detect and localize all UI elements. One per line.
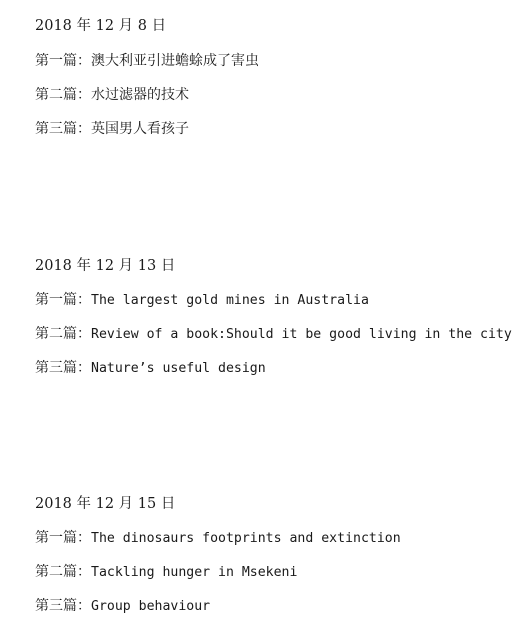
list-item [35,120,189,138]
item-title: The largest gold mines in Australia [91,293,369,308]
item-label: 第一篇： [35,292,91,308]
item-title: The dinosaurs footprints and extinction [91,531,401,546]
item-title: Group behaviour [91,599,211,614]
item-label: 第一篇： [35,530,91,546]
section-date: 2018 年 12 月 15 日 [35,496,176,512]
section-date: 2018 年 12 月 13 日 [35,258,176,274]
item-label: 第三篇： [35,121,91,137]
list-item [35,52,259,70]
item-label: 第三篇： [35,598,91,614]
item-label: 第一篇： [35,53,91,69]
section-date: 2018 年 12 月 8 日 [35,18,167,34]
item-label: 第二篇： [35,87,91,103]
item-title: 英国男人看孩子 [91,121,189,137]
list-item [35,597,210,616]
list-item [35,291,369,310]
list-item [35,359,266,378]
item-label: 第二篇： [35,564,91,580]
item-title: Review of a book:Should it be good living in the city [91,327,512,342]
list-item [35,86,189,104]
item-title: Tackling hunger in Msekeni [91,565,298,580]
list-item [35,529,401,548]
item-title: Nature’s useful design [91,361,266,376]
item-label: 第二篇： [35,326,91,342]
list-item [35,563,297,582]
item-label: 第三篇： [35,360,91,376]
list-item [35,325,512,344]
item-title: 澳大利亚引进蟾蜍成了害虫 [91,53,259,69]
item-title: 水过滤器的技术 [91,87,189,103]
